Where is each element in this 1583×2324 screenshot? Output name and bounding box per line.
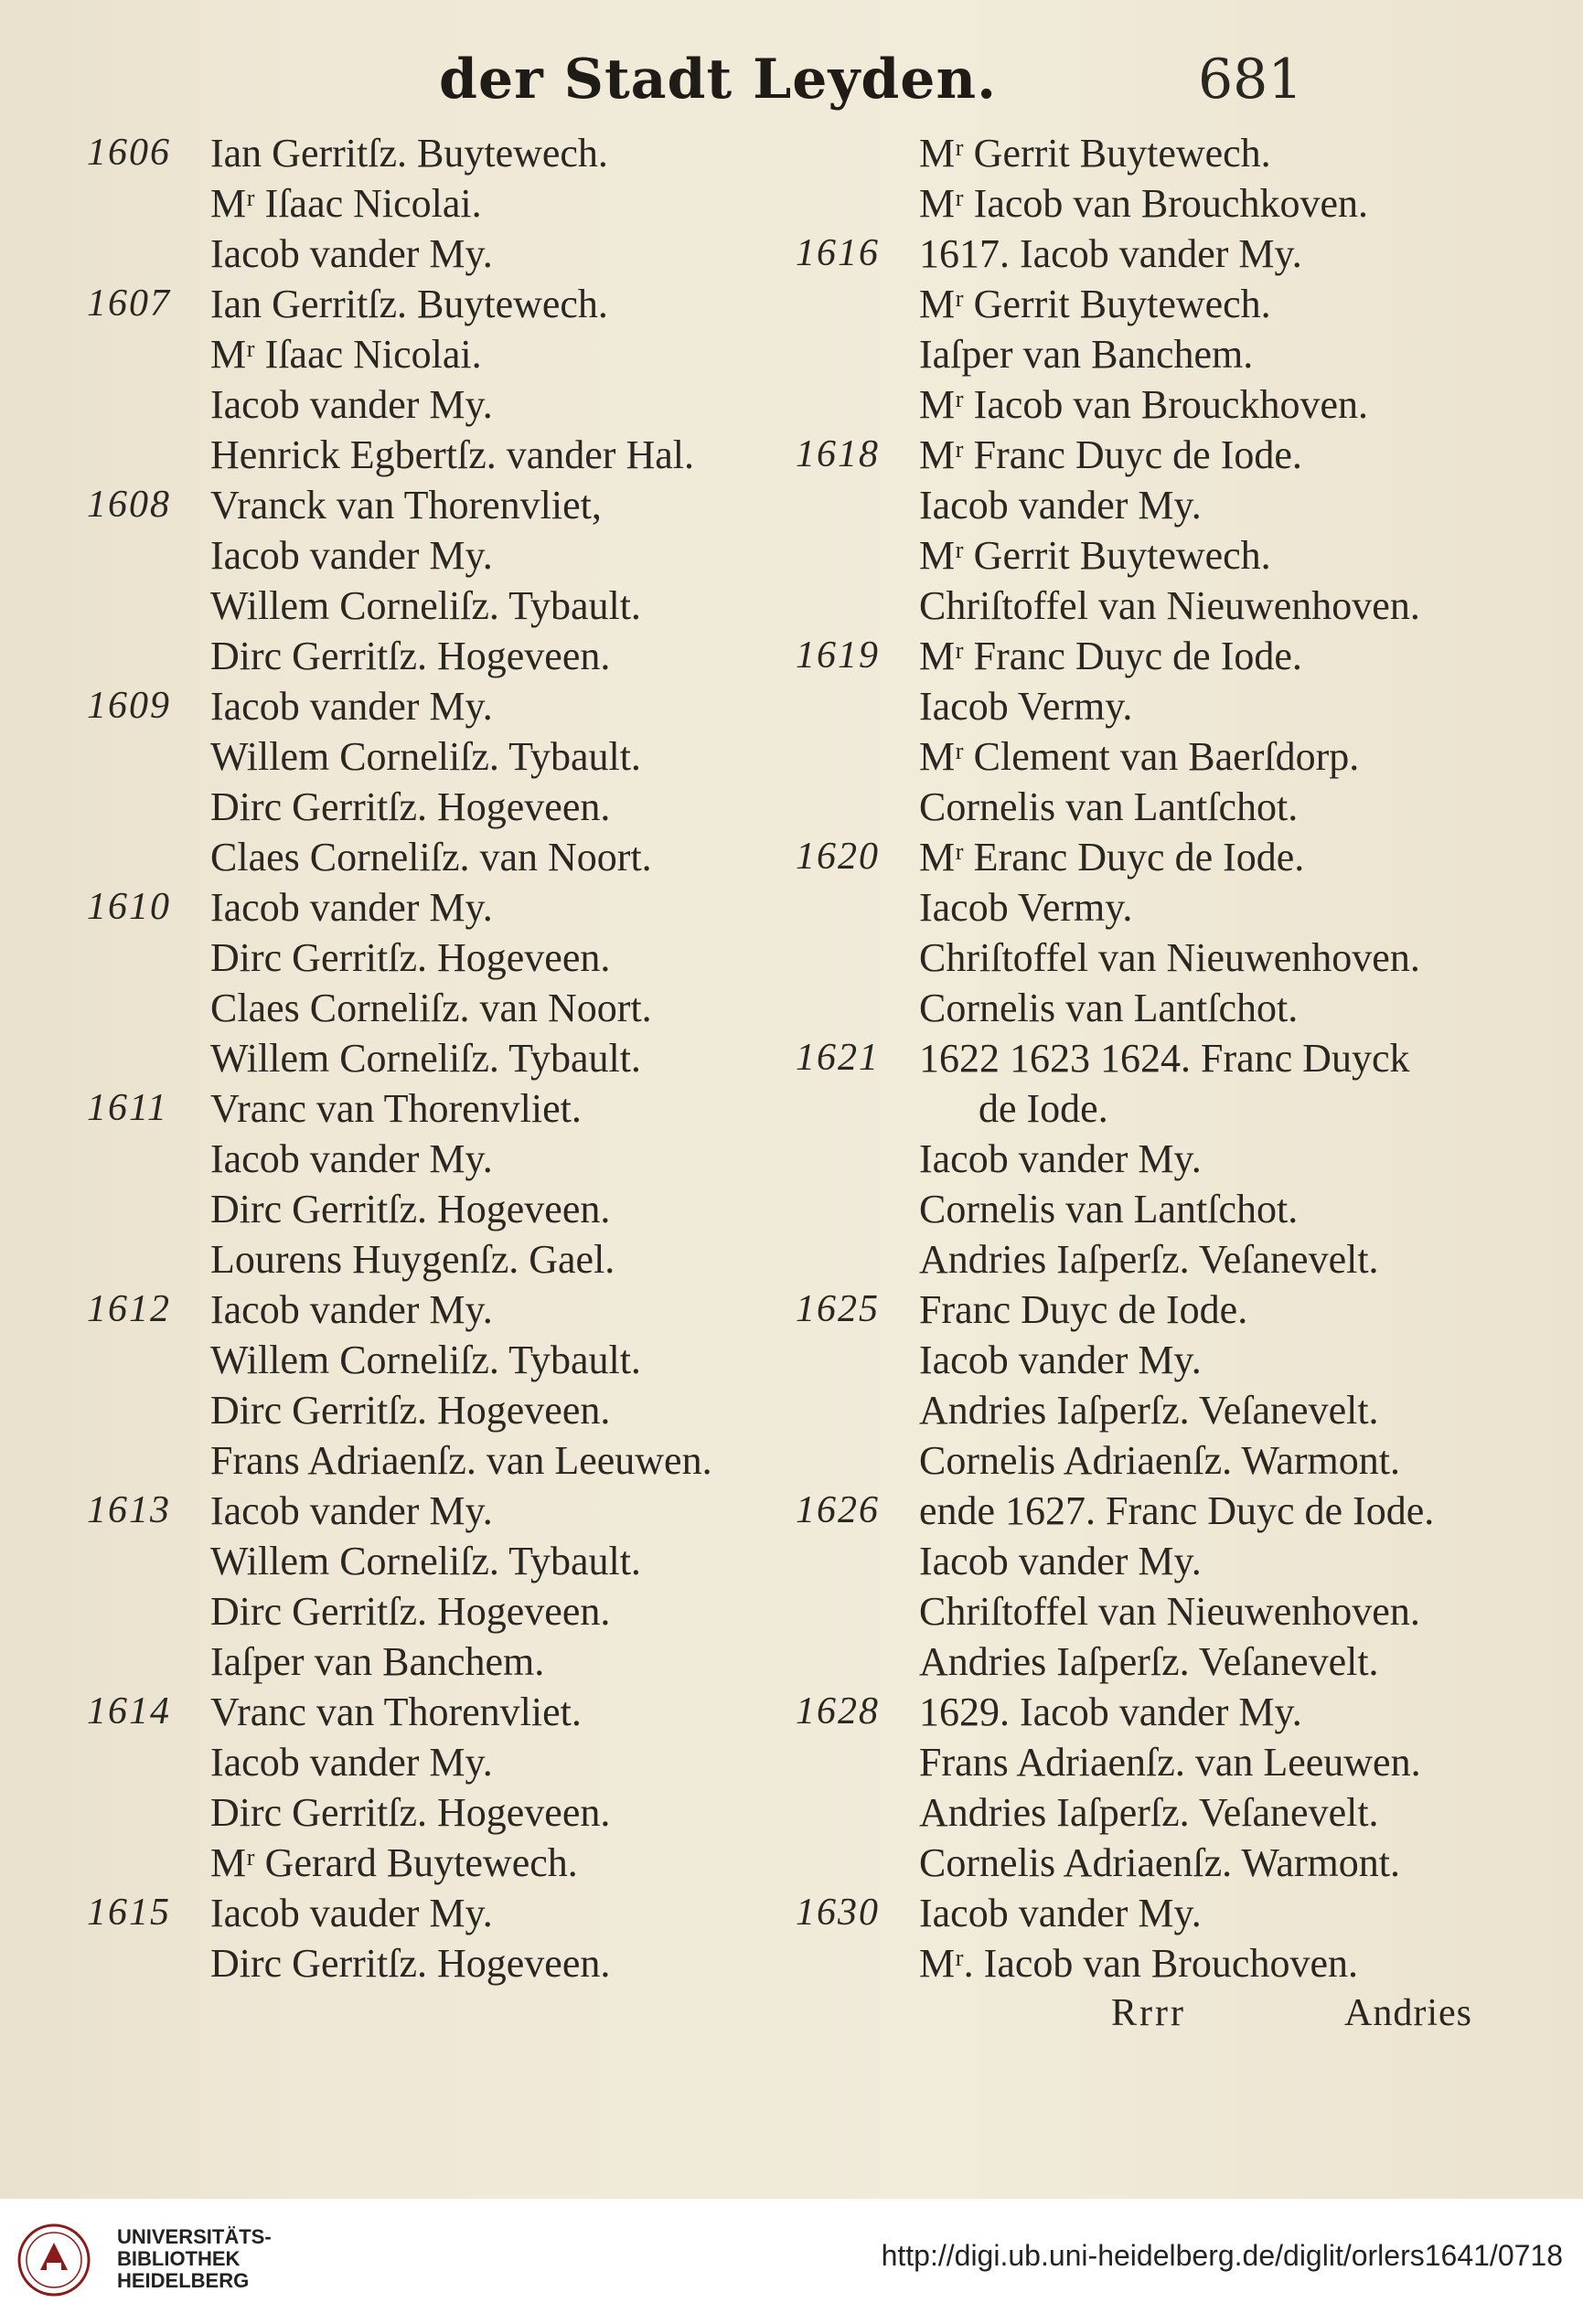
entry-text: Iacob vander My. [919, 1338, 1202, 1382]
entry-text: Cornelis van Lantſchot. [919, 784, 1299, 829]
entry-text: Mʳ Gerrit Buytewech. [919, 282, 1271, 326]
entry-text: Iacob vander My. [919, 1539, 1202, 1583]
year-label: 1618 [796, 433, 880, 475]
entry-text: Andries Iaſperſz. Veſanevelt. [919, 1639, 1379, 1684]
entry-text: Andries Iaſperſz. Veſanevelt. [919, 1790, 1379, 1835]
entry-text: Iacob vander My. [210, 1136, 493, 1181]
entry-text: Vranck van Thorenvliet, [210, 483, 602, 528]
text-line [796, 530, 1500, 581]
text-line [87, 1435, 791, 1486]
running-title: der Stadt Leyden. [439, 48, 997, 112]
text-line [87, 1285, 791, 1335]
entry-text: Iacob vander My. [210, 1488, 493, 1533]
text-line [796, 1335, 1500, 1385]
entry-text: Henrick Egbertſz. vander Hal. [210, 432, 694, 477]
text-line [87, 128, 791, 178]
year-label: 1630 [796, 1892, 880, 1934]
text-line [87, 430, 791, 480]
entry-text: 1629. Iacob vander My. [919, 1690, 1302, 1734]
entry-text: Mʳ Gerrit Buytewech. [919, 533, 1271, 578]
entry-text: Mʳ Franc Duyc de Iode. [919, 432, 1302, 477]
entry-text: Lourens Huygenſz. Gael. [210, 1237, 615, 1282]
year-label: 1620 [796, 836, 880, 878]
text-line [796, 329, 1500, 379]
text-line [796, 681, 1500, 731]
entry-text: Cornelis Adriaenſz. Warmont. [919, 1840, 1400, 1885]
year-label: 1614 [87, 1690, 171, 1732]
entry-text: Dirc Gerritſz. Hogeveen. [210, 935, 611, 980]
library-name [117, 2226, 272, 2292]
university-seal-icon [16, 2223, 91, 2297]
entry-text: Iacob vander My. [210, 1740, 493, 1785]
entry-text: Dirc Gerritſz. Hogeveen. [210, 1941, 611, 1986]
library-name-line-3: HEIDELBERG [117, 2269, 250, 2292]
entry-text: Willem Corneliſz. Tybault. [210, 583, 641, 628]
text-line [796, 1687, 1500, 1737]
text-line [796, 832, 1500, 882]
entry-text: 1622 1623 1624. Franc Duyck [919, 1036, 1410, 1081]
entry-text: 1617. Iacob vander My. [919, 231, 1302, 276]
year-label: 1616 [796, 232, 880, 274]
text-line [796, 1536, 1500, 1586]
year-label: 1609 [87, 685, 171, 727]
entry-text: Iacob vander My. [210, 1287, 493, 1332]
text-line [87, 882, 791, 933]
text-line [87, 279, 791, 329]
entry-text: Mʳ Iacob van Brouckhoven. [919, 382, 1368, 427]
entry-text: Frans Adriaenſz. van Leeuwen. [919, 1740, 1421, 1785]
text-line [87, 1335, 791, 1385]
text-line [87, 782, 791, 832]
text-line [796, 430, 1500, 480]
entry-text: Cornelis van Lantſchot. [919, 1187, 1299, 1231]
entry-text: Iacob vander My. [210, 382, 493, 427]
text-line [87, 229, 791, 279]
entry-text: Mʳ Eranc Duyc de Iode. [919, 835, 1305, 879]
text-line [87, 1134, 791, 1184]
text-line [87, 1938, 791, 1988]
year-label: 1608 [87, 484, 171, 526]
year-label: 1628 [796, 1690, 880, 1732]
entry-text: Ian Gerritſz. Buytewech. [210, 131, 608, 176]
text-line [87, 631, 791, 681]
year-label: 1612 [87, 1288, 171, 1330]
text-line [87, 1586, 791, 1636]
text-line [87, 1234, 791, 1285]
text-line [87, 1687, 791, 1737]
entry-text: Iacob Vermy. [919, 684, 1133, 729]
entry-text: Cornelis Adriaenſz. Warmont. [919, 1438, 1400, 1483]
entry-text: Mʳ Iacob van Brouchkoven. [919, 181, 1368, 226]
text-line [796, 1586, 1500, 1636]
text-line [796, 1787, 1500, 1838]
text-line [796, 1486, 1500, 1536]
year-label: 1610 [87, 886, 171, 928]
text-line [796, 1385, 1500, 1435]
entry-text: Mʳ Gerrit Buytewech. [919, 131, 1271, 176]
text-line [796, 1134, 1500, 1184]
entry-text: Andries Iaſperſz. Veſanevelt. [919, 1388, 1379, 1433]
entry-text: Iacob vander My. [210, 533, 493, 578]
text-line [796, 379, 1500, 430]
text-line [796, 1184, 1500, 1234]
entry-text: Dirc Gerritſz. Hogeveen. [210, 1187, 611, 1231]
entry-text: Vranc van Thorenvliet. [210, 1086, 582, 1131]
text-line [87, 379, 791, 430]
entry-text: Franc Duyc de Iode. [919, 1287, 1248, 1332]
page-footer-line [796, 1988, 1500, 2039]
entry-text: Mʳ Iſaac Nicolai. [210, 181, 482, 226]
entry-text: Iacob vauder My. [210, 1891, 493, 1935]
entry-text: Dirc Gerritſz. Hogeveen. [210, 1589, 611, 1634]
year-label: 1611 [87, 1087, 168, 1129]
text-line [87, 1536, 791, 1586]
entry-text: Mʳ Iſaac Nicolai. [210, 332, 482, 377]
entry-text: Andries Iaſperſz. Veſanevelt. [919, 1237, 1379, 1282]
page-header [0, 37, 1583, 119]
entry-text: Iaſper van Banchem. [210, 1639, 545, 1684]
text-line [87, 581, 791, 631]
text-line [796, 480, 1500, 530]
signature-mark: Rrrr [1111, 1992, 1186, 2034]
left-column [87, 128, 791, 1988]
entry-text: Mʳ Clement van Baerſdorp. [919, 734, 1360, 779]
entry-text: Claes Corneliſz. van Noort. [210, 835, 652, 879]
year-label: 1607 [87, 283, 171, 325]
year-label: 1621 [796, 1037, 880, 1079]
text-line [796, 1033, 1500, 1083]
year-label: 1625 [796, 1288, 880, 1330]
entry-text: Mʳ. Iacob van Brouchoven. [919, 1941, 1358, 1986]
text-line [796, 1083, 1500, 1134]
year-label: 1615 [87, 1892, 171, 1934]
text-line [87, 1888, 791, 1938]
source-url[interactable]: http://digi.ub.uni-heidelberg.de/diglit/orlers1641/0718 [881, 2239, 1563, 2272]
catchword: Andries [1344, 1992, 1472, 2034]
entry-text: Iaſper van Banchem. [919, 332, 1254, 377]
text-line [87, 1184, 791, 1234]
entry-text: Iacob vander My. [919, 1136, 1202, 1181]
page-number: 681 [1198, 48, 1303, 112]
entry-text: Willem Corneliſz. Tybault. [210, 1036, 641, 1081]
entry-text: Claes Corneliſz. van Noort. [210, 986, 652, 1030]
year-label: 1619 [796, 634, 880, 677]
entry-text: Cornelis van Lantſchot. [919, 986, 1299, 1030]
text-line [796, 882, 1500, 933]
entry-text: Dirc Gerritſz. Hogeveen. [210, 634, 611, 678]
text-line [796, 229, 1500, 279]
text-line [796, 128, 1500, 178]
year-label: 1606 [87, 132, 171, 174]
text-line [87, 178, 791, 229]
entry-text: Mʳ Gerard Buytewech. [210, 1840, 578, 1885]
text-line [796, 279, 1500, 329]
entry-text: Willem Corneliſz. Tybault. [210, 1539, 641, 1583]
text-line [796, 178, 1500, 229]
library-name-line-2: BIBLIOTHEK [117, 2247, 241, 2270]
library-footer [0, 2199, 1583, 2324]
text-line [796, 1737, 1500, 1787]
entry-text: Chriſtoffel van Nieuwenhoven. [919, 935, 1420, 980]
entry-text: ende 1627. Franc Duyc de Iode. [919, 1488, 1435, 1533]
text-line [87, 983, 791, 1033]
library-name-line-1: UNIVERSITÄTS- [117, 2225, 272, 2248]
year-label: 1626 [796, 1489, 880, 1531]
entry-text: Iacob vander My. [919, 483, 1202, 528]
text-line [796, 933, 1500, 983]
entry-text: Chriſtoffel van Nieuwenhoven. [919, 1589, 1420, 1634]
entry-text: Dirc Gerritſz. Hogeveen. [210, 784, 611, 829]
text-line [796, 782, 1500, 832]
entry-text: Vranc van Thorenvliet. [210, 1690, 582, 1734]
text-line [796, 1636, 1500, 1687]
entry-text: de Iode. [979, 1086, 1108, 1131]
text-line [87, 1033, 791, 1083]
text-line [87, 933, 791, 983]
year-label: 1613 [87, 1489, 171, 1531]
text-line [796, 1888, 1500, 1938]
entry-text: Willem Corneliſz. Tybault. [210, 1338, 641, 1382]
text-line [796, 731, 1500, 782]
text-line [87, 731, 791, 782]
text-line [87, 1385, 791, 1435]
entry-text: Dirc Gerritſz. Hogeveen. [210, 1388, 611, 1433]
text-line [87, 480, 791, 530]
text-line [796, 1234, 1500, 1285]
text-line [87, 1737, 791, 1787]
entry-text: Dirc Gerritſz. Hogeveen. [210, 1790, 611, 1835]
text-line [796, 1435, 1500, 1486]
text-line [796, 1285, 1500, 1335]
text-line [87, 329, 791, 379]
right-column [796, 128, 1500, 2039]
text-line [796, 1938, 1500, 1988]
text-line [87, 1636, 791, 1687]
entry-text: Willem Corneliſz. Tybault. [210, 734, 641, 779]
text-line [87, 1838, 791, 1888]
entry-text: Iacob vander My. [210, 231, 493, 276]
entry-text: Chriſtoffel van Nieuwenhoven. [919, 583, 1420, 628]
entry-text: Ian Gerritſz. Buytewech. [210, 282, 608, 326]
text-line [87, 1083, 791, 1134]
entry-text: Frans Adriaenſz. van Leeuwen. [210, 1438, 712, 1483]
text-line [796, 983, 1500, 1033]
text-line [87, 832, 791, 882]
entry-text: Iacob vander My. [919, 1891, 1202, 1935]
text-line [87, 1787, 791, 1838]
text-line [796, 631, 1500, 681]
text-line [87, 1486, 791, 1536]
entry-text: Iacob Vermy. [919, 885, 1133, 930]
entry-text: Iacob vander My. [210, 885, 493, 930]
text-line [87, 530, 791, 581]
entry-text: Iacob vander My. [210, 684, 493, 729]
entry-text: Mʳ Franc Duyc de Iode. [919, 634, 1302, 678]
text-line [87, 681, 791, 731]
text-line [796, 581, 1500, 631]
text-line [796, 1838, 1500, 1888]
